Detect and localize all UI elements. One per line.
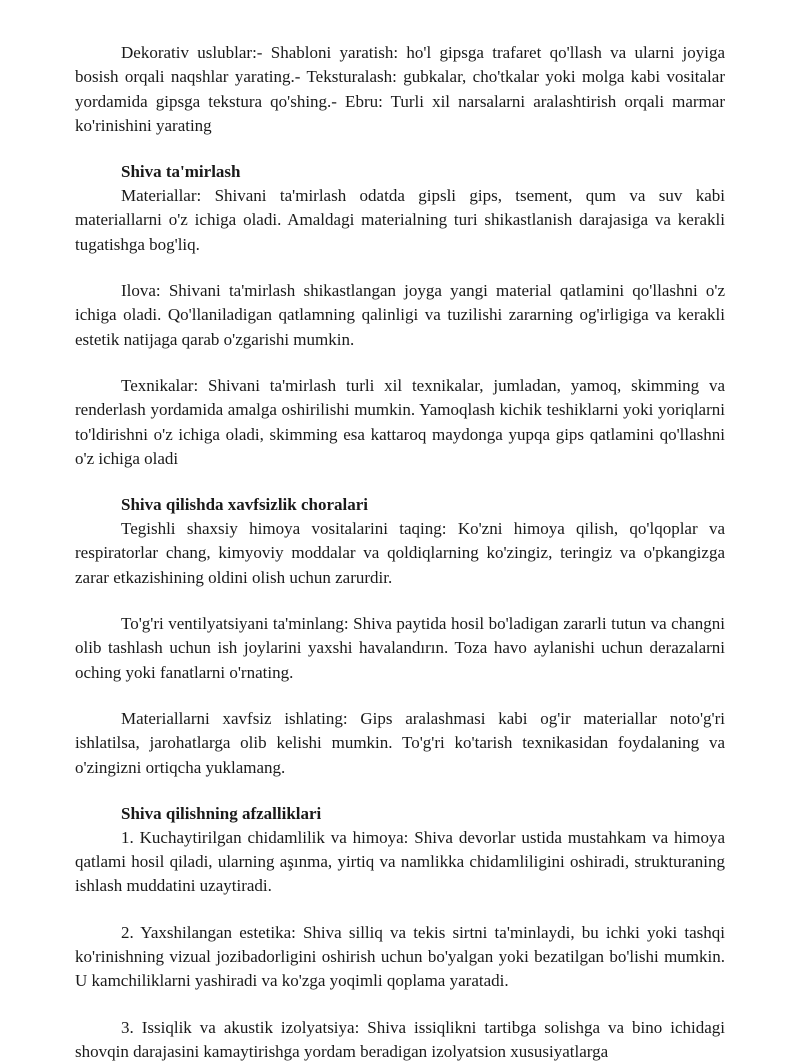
spacer <box>75 471 725 493</box>
paragraph-safe-handling: Materiallarni xavfsiz ishlating: Gips aralashmasi kabi og'ir materiallar noto'g'ri ishlatilsa, jarohatlarga olib kelishi mumkin. To'g'ri ko'tarish texnikasidan foydalaning va o'zingizni ortiqcha yuklamang. <box>75 708 725 777</box>
paragraph-application: Ilova: Shivani ta'mirlash shikastlangan joyga yangi material qatlamini qo'llashni o'z ichiga oladi. Qo'llaniladigan qatlamning qalinligi va tuzilishi zararning og'irligiga va kerakli estetik natijaga qarab o'zgarishi mumkin. <box>75 281 725 349</box>
paragraph-insulation: 3. Issiqlik va akustik izolyatsiya: Shiva issiqlikni tartibga solishga va bino ichidagi shovqin darajasini kamaytirishga yordam beradigan izolyatsion xususiyatlarga <box>75 1017 725 1061</box>
heading-plaster-repair: Shiva ta'mirlash <box>121 162 241 182</box>
spacer <box>75 780 725 802</box>
spacer <box>75 257 725 279</box>
paragraph-aesthetics: 2. Yaxshilangan estetika: Shiva silliq va tekis sirtni ta'minlaydi, bu ichki yoki tashqi ko'rinishning vizual jozibadorligini oshirish uchun bo'yalgan yoki bezatilgan bo'lishi mumkin. U kamchiliklarni yashiradi va ko'zga yoqimli qoplama yaratadi. <box>75 922 725 991</box>
spacer <box>75 138 725 160</box>
paragraph-durability: 1. Kuchaytirilgan chidamlilik va himoya: Shiva devorlar ustida mustahkam va himoya qatlami hosil qiladi, ularning aşınma, yirtiq va namlikka chidamliligini oshiradi, strukturaning ishlash muddatini uzaytiradi. <box>75 827 725 896</box>
spacer <box>75 994 725 1016</box>
paragraph-techniques: Texnikalar: Shivani ta'mirlash turli xil texnikalar, jumladan, yamoq, skimming va renderlash yordamida amalga oshirilishi mumkin. Yamoqlash kichik teshiklarni yoki yoriqlarni to'ldirishni o'z ichiga oladi, skimming esa kattaroq maydonga yupqa gips qatlamini qo'llashni o'z ichiga oladi <box>75 375 725 468</box>
spacer <box>75 685 725 707</box>
heading-safety-measures: Shiva qilishda xavfsizlik choralari <box>121 495 369 515</box>
paragraph-materials: Materiallar: Shivani ta'mirlash odatda gipsli gips, tsement, qum va suv kabi materiallarni o'z ichiga oladi. Amaldagi materialning turi shikastlanish darajasiga va kerakli tugatishga bog'liq. <box>75 186 725 254</box>
spacer <box>75 352 725 374</box>
spacer <box>75 899 725 921</box>
spacer <box>75 590 725 612</box>
document-page <box>75 41 725 1064</box>
paragraph-decorative-styles: Dekorativ uslublar:- Shabloni yaratish: ho'l gipsga trafaret qo'llash va ularni joyiga bosish orqali naqshlar yarating.- Teksturalash: gubkalar, cho'tkalar yoki molga kabi vositalar yordamida gipsga tekstura qo'shing.- Ebru: Turli xil narsalarni aralashtirish orqali marmar ko'rinishini yarating <box>75 43 725 135</box>
paragraph-protective-equipment: Tegishli shaxsiy himoya vositalarini taqing: Ko'zni himoya qilish, qo'lqoplar va respiratorlar chang, kimyoviy moddalar va qoldiqlarning ko'zingiz, teringiz va o'pkangizga zarar etkazishining oldini olish uchun zarurdir. <box>75 519 725 587</box>
paragraph-ventilation: To'g'ri ventilyatsiyani ta'minlang: Shiva paytida hosil bo'ladigan zararli tutun va changni olib tashlash uchun ish joylarini yaxshi havalandırın. Toza havo aylanishi uchun derazalarni oching yoki fanatlarni o'rnating. <box>75 614 725 682</box>
heading-advantages: Shiva qilishning afzalliklari <box>121 803 322 823</box>
